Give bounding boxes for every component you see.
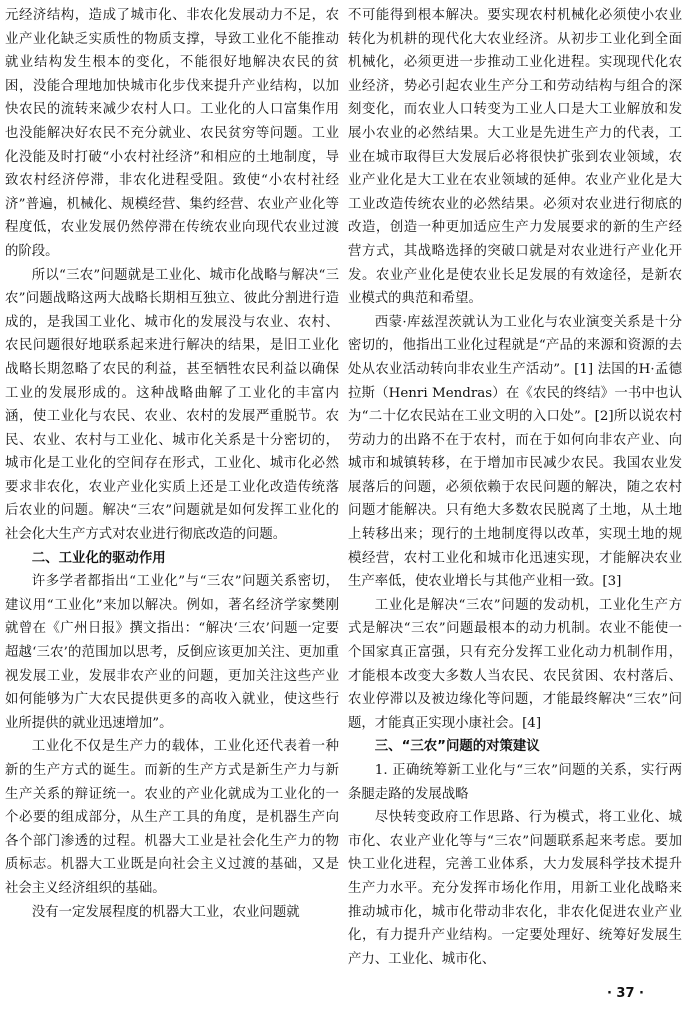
left-column xyxy=(5,4,339,924)
subsection-heading: 1. 正确统筹新工业化与“三农”问题的关系，实行两条腿走路的发展战略 xyxy=(348,763,682,802)
body-paragraph: 没有一定发展程度的机器大工业，农业问题就 xyxy=(31,904,300,920)
body-paragraph: 工业化是解决“三农”问题的发动机，工业化生产方式是解决“三农”问题最根本的动力机制。农业不能使一个国家真正富强，只有充分发挥工业化动力机制作用，才能根本改变大多数人当农民、农民贫困、农村落后、农业停滞以及被边缘化等问题，才能最终解决“三农”问题，才能真正实现小康社会。[4] xyxy=(348,597,682,731)
body-paragraph: 工业化不仅是生产力的载体，工业化还代表着一种新的生产方式的诞生。而新的生产方式是新生产力与新生产关系的辩证统一。农业的产业化就成为工业化的一个必要的组成部分，从生产工具的角度，是机器生产向各个部门渗透的过程。机器大工业是社会化生产力的物质标志。机器大工业既是向社会主义过渡的基础，又是社会主义经济组织的基础。 xyxy=(5,739,339,896)
section-heading: 三、“三农”问题的对策建议 xyxy=(374,739,540,755)
right-column xyxy=(348,4,682,971)
body-paragraph: 西蒙·库兹涅茨就认为工业化与农业演变关系是十分密切的，他指出工业化过程就是“产品的来源和资源的去处从农业活动转向非农业生产活动”。[1] 法国的H·孟德拉斯（Henri Mendras）在《农民的终结》一书中也认为“二十亿农民站在工业文明的入口处”。[2]所以说农村劳动力的出路不在于农村，而在于如何向非农产业、向城市和城镇转移，在于增加市民减少农民。我国农业发展落后的问题，必须依赖于农民问题的解决，随之农村问题才能解决。只有绝大多数农民脱离了土地，从土地上转移出来；现行的土地制度得以改革，实现土地的规模经营，农村工业化和城市化迅速实现，才能解决农业生产率低，使农业增长与其他产业相一致。[3] xyxy=(348,314,682,590)
section-heading: 二、工业化的驱动作用 xyxy=(31,550,166,566)
body-paragraph: 所以“三农”问题就是工业化、城市化战略与解决“三农”问题战略这两大战略长期相互独立、彼此分割进行造成的，是我国工业化、城市化的发展没与农业、农村、农民问题很好地联系起来进行解决的结果，是旧工业化战略长期忽略了农民的利益，甚至牺牲农民利益以确保工业的发展形成的。这种战略曲解了工业化的丰富内涵，使工业化与农民、农业、农村的发展严重脱节。农民、农业、农村与工业化、城市化关系是十分密切的，城市化是工业化的空间存在形式，工业化、城市化必然要求非农化，农业产业化实质上还是工业化改造传统落后农业的问题。解决“三农”问题就是如何发挥工业化的社会化大生产方式对农业进行彻底改造的问题。 xyxy=(5,267,339,543)
body-paragraph: 不可能得到根本解决。要实现农村机械化必须使小农业转化为机耕的现代化大农业经济。从初步工业化到全面机械化，必须更进一步推动工业化进程。实现现代化农业经济，势必引起农业生产分工和劳动结构与组合的深刻变化，而农业人口转变为工业人口是大工业解放和发展小农业的必然结果。大工业是先进生产力的代表，工业在城市取得巨大发展后必将很快扩张到农业领域，农业产业化是大工业在农业领域的延伸。农业产业化是大工业改造传统农业的必然结果。必须对农业进行彻底的改造，创造一种更加适应生产力发展要求的新的生产经营方式，其战略选择的突破口就是对农业进行产业化开发。农业产业化是使农业长足发展的有效途径，是新农业模式的典范和希望。 xyxy=(348,8,682,307)
body-paragraph: 许多学者都指出“工业化”与“三农”问题关系密切，建议用“工业化”来加以解决。例如，著名经济学家樊刚就曾在《广州日报》撰文指出：“解决‘三农’问题一定要超越‘三农’的范围加以思考，反倒应该更加关注、更加重视发展工业，发展非农产业的问题，更加关注这些产业如何能够为广大农民提供更多的高收入就业，使这些行业所提供的就业迅速增加”。 xyxy=(5,574,339,731)
body-paragraph: 元经济结构，造成了城市化、非农化发展动力不足，农业产业化缺乏实质性的物质支撑，导致工业化不能推动就业结构发生根本的变化，不能很好地解决农民的贫困，没能合理地加快城市化步伐来提升产业结构，以加快农民的流转来减少农村人口。工业化的人口富集作用也没能解决好农民不充分就业、农民贫穷等问题。工业化没能及时打破“小农村社经济”和相应的土地制度，导致农村经济停滞，非农化进程受阻。致使“小农村社经济”普遍，机械化、规模经营、集约经营、农业产业化等程度低，农业发展仍然停滞在传统农业向现代农业过渡的阶段。 xyxy=(5,8,339,259)
page-number: · 37 · xyxy=(606,986,644,1001)
body-paragraph: 尽快转变政府工作思路、行为模式，将工业化、城市化、农业产业化等与“三农”问题联系起来考虑。要加快工业化进程，完善工业体系，大力发展科学技术提升生产力水平。充分发挥市场化作用，用新工业化战略来推动城市化，城市化带动非农化，非农化促进农业产业化，有力提升产业结构。一定要处理好、统筹好发展生产力、工业化、城市化、 xyxy=(348,810,682,967)
